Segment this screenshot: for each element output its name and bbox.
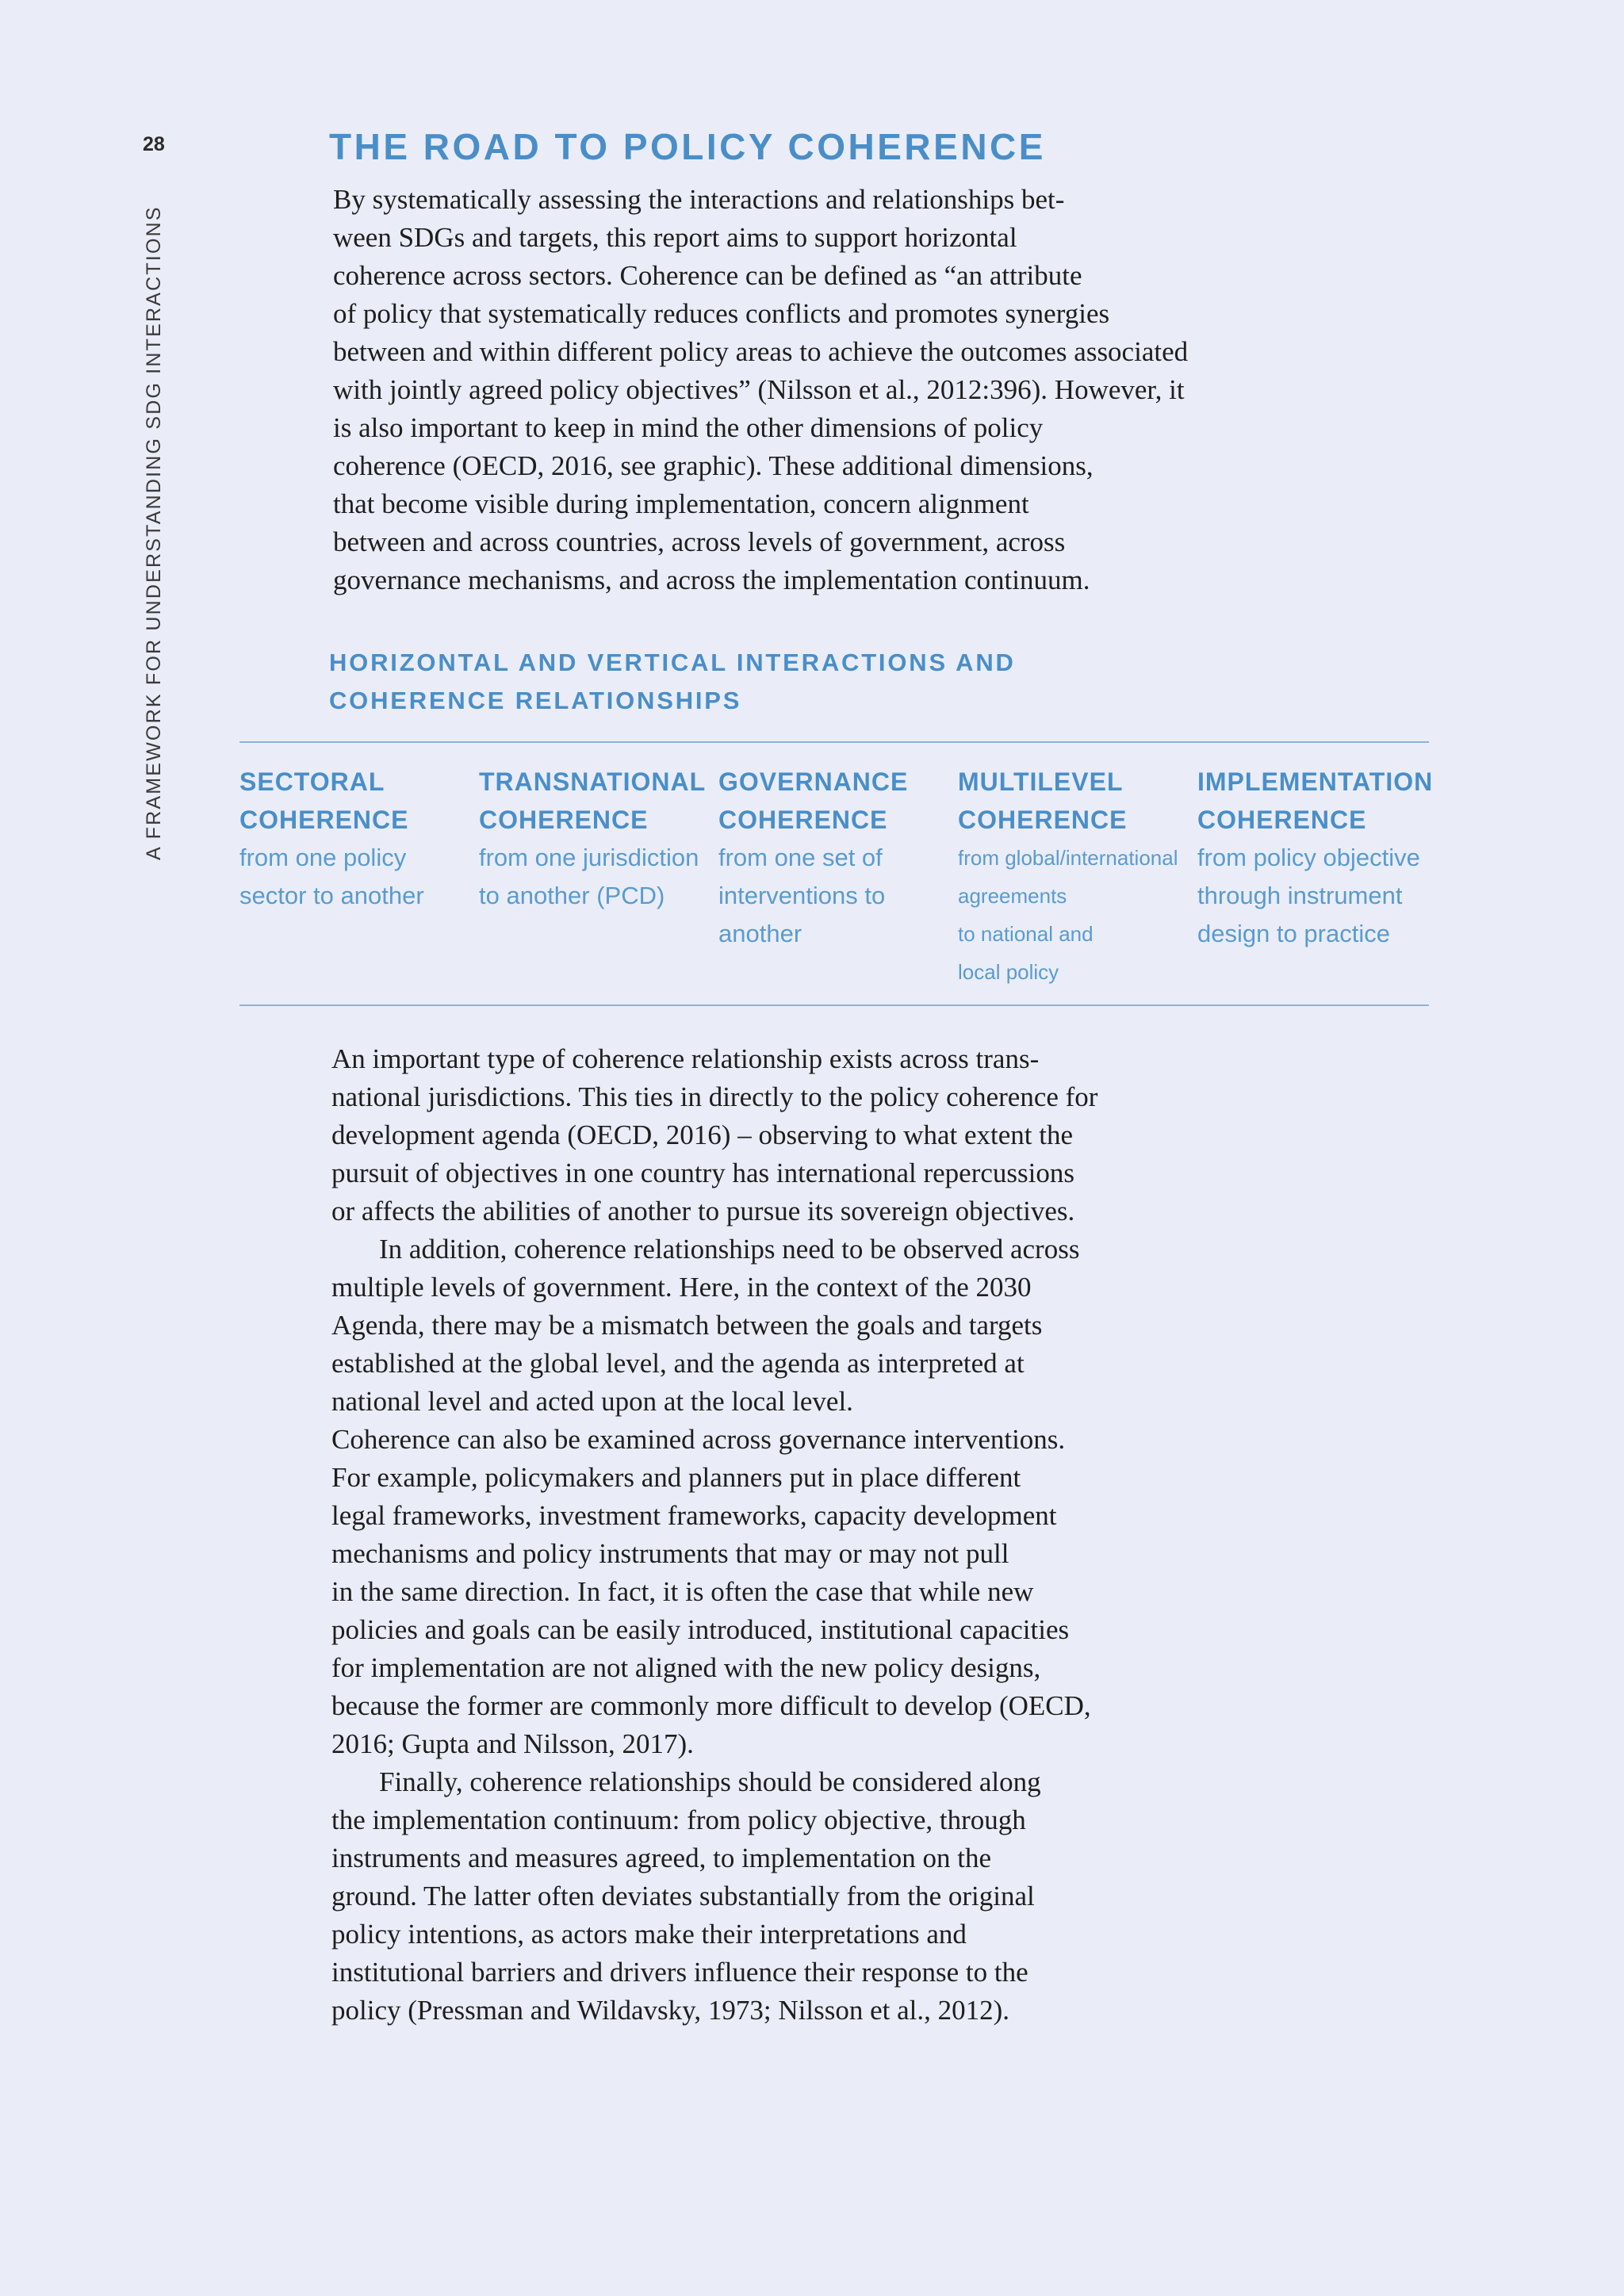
dimension-title bbox=[239, 763, 479, 839]
body-line: or affects the abilities of another to pursue its sovereign objectives. bbox=[331, 1196, 1075, 1226]
divider-bottom bbox=[239, 1004, 1429, 1006]
dimension-sectoral bbox=[239, 763, 479, 991]
dimension-title bbox=[718, 763, 958, 839]
dimension-description bbox=[239, 839, 479, 915]
intro-line: that become visible during implementation, concern alignment bbox=[333, 488, 1029, 519]
dimension-desc-line: from global/international bbox=[958, 846, 1178, 870]
dimension-implementation bbox=[1197, 763, 1437, 991]
dimension-title-line: TRANSNATIONAL bbox=[479, 767, 707, 796]
dimension-desc-line: local policy bbox=[958, 960, 1059, 984]
dimension-transnational bbox=[479, 763, 718, 991]
dimension-desc-line: agreements bbox=[958, 884, 1067, 908]
dimension-title-line: COHERENCE bbox=[718, 806, 888, 834]
dimension-desc-line: from policy objective bbox=[1197, 844, 1420, 871]
dimension-governance bbox=[718, 763, 958, 991]
page-title: THE ROAD TO POLICY COHERENCE bbox=[329, 126, 1046, 167]
body-line: An important type of coherence relationship exists across trans- bbox=[331, 1043, 1040, 1074]
body-line: national jurisdictions. This ties in directly to the policy coherence for bbox=[331, 1081, 1098, 1112]
graphic-heading-line: HORIZONTAL AND VERTICAL INTERACTIONS AND bbox=[329, 649, 1016, 676]
dimension-description bbox=[958, 839, 1197, 991]
dimension-desc-line: interventions to bbox=[718, 882, 886, 909]
dimension-desc-line: sector to another bbox=[239, 882, 424, 909]
body-line: for implementation are not aligned with the new policy designs, bbox=[331, 1652, 1041, 1683]
body-line: 2016; Gupta and Nilsson, 2017). bbox=[331, 1728, 694, 1759]
intro-line: ween SDGs and targets, this report aims to support horizontal bbox=[333, 222, 1017, 253]
body-line: the implementation continuum: from policy objective, through bbox=[331, 1804, 1026, 1835]
graphic-heading-line: COHERENCE RELATIONSHIPS bbox=[329, 687, 742, 714]
intro-line: of policy that systematically reduces conflicts and promotes synergies bbox=[333, 298, 1110, 329]
dimension-title-line: GOVERNANCE bbox=[718, 767, 909, 796]
dimension-multilevel bbox=[958, 763, 1197, 991]
graphic-heading bbox=[329, 644, 1016, 720]
body-line: established at the global level, and the agenda as interpreted at bbox=[331, 1348, 1025, 1379]
main-text bbox=[331, 1040, 1228, 2030]
body-line: national level and acted upon at the local level. bbox=[331, 1386, 853, 1417]
dimension-desc-line: from one set of bbox=[718, 844, 883, 871]
body-line: in the same direction. In fact, it is often the case that while new bbox=[331, 1576, 1034, 1607]
body-line: policies and goals can be easily introduced, institutional capacities bbox=[331, 1614, 1070, 1645]
body-line: legal frameworks, investment frameworks, capacity development bbox=[331, 1500, 1057, 1531]
dimension-title bbox=[958, 763, 1197, 839]
body-line: policy (Pressman and Wildavsky, 1973; Nilsson et al., 2012). bbox=[331, 1995, 1010, 2026]
body-line: Agenda, there may be a mismatch between the goals and targets bbox=[331, 1310, 1043, 1341]
body-line: multiple levels of government. Here, in the context of the 2030 bbox=[331, 1272, 1032, 1303]
body-line: instruments and measures agreed, to implementation on the bbox=[331, 1843, 992, 1873]
coherence-dimensions bbox=[239, 763, 1437, 991]
dimension-title bbox=[479, 763, 718, 839]
body-line: ground. The latter often deviates substantially from the original bbox=[331, 1881, 1035, 1911]
dimension-title-line: COHERENCE bbox=[479, 806, 649, 834]
intro-line: with jointly agreed policy objectives” (Nilsson et al., 2012:396). However, it bbox=[333, 374, 1185, 405]
dimension-desc-line: from one policy bbox=[239, 844, 407, 871]
intro-line: between and within different policy areas to achieve the outcomes associated bbox=[333, 336, 1189, 367]
dimension-title-line: IMPLEMENTATION bbox=[1197, 767, 1434, 796]
intro-line: between and across countries, across levels of government, across bbox=[333, 526, 1066, 557]
intro-line: coherence (OECD, 2016, see graphic). These additional dimensions, bbox=[333, 450, 1094, 481]
running-head: A FRAMEWORK FOR UNDERSTANDING SDG INTERACTIONS bbox=[143, 205, 165, 860]
dimension-desc-line: from one jurisdiction bbox=[479, 844, 699, 871]
intro-line: coherence across sectors. Coherence can be defined as “an attribute bbox=[333, 260, 1082, 291]
divider-top bbox=[239, 741, 1429, 743]
intro-line: By systematically assessing the interactions and relationships bet- bbox=[333, 184, 1065, 215]
dimension-title-line: COHERENCE bbox=[958, 806, 1128, 834]
dimension-title bbox=[1197, 763, 1437, 839]
intro-line: governance mechanisms, and across the implementation continuum. bbox=[333, 564, 1090, 595]
dimension-title-line: COHERENCE bbox=[239, 806, 409, 834]
body-line: institutional barriers and drivers influence their response to the bbox=[331, 1957, 1028, 1988]
intro-line: is also important to keep in mind the other dimensions of policy bbox=[333, 412, 1044, 443]
dimension-description bbox=[479, 839, 718, 915]
intro-paragraph bbox=[333, 181, 1205, 599]
body-line: Coherence can also be examined across governance interventions. bbox=[331, 1424, 1066, 1455]
dimension-desc-line: another bbox=[718, 920, 802, 947]
dimension-desc-line: through instrument bbox=[1197, 882, 1403, 909]
dimension-desc-line: design to practice bbox=[1197, 920, 1390, 947]
dimension-desc-line: to national and bbox=[958, 922, 1094, 946]
dimension-description bbox=[718, 839, 958, 953]
dimension-title-line: SECTORAL bbox=[239, 767, 385, 796]
body-line: For example, policymakers and planners put in place different bbox=[331, 1462, 1021, 1493]
body-line: pursuit of objectives in one country has international repercussions bbox=[331, 1158, 1074, 1188]
body-line: development agenda (OECD, 2016) – observing to what extent the bbox=[331, 1119, 1074, 1150]
body-line: because the former are commonly more difficult to develop (OECD, bbox=[331, 1690, 1091, 1721]
body-line: policy intentions, as actors make their interpretations and bbox=[331, 1919, 967, 1950]
body-line: mechanisms and policy instruments that may or may not pull bbox=[331, 1538, 1009, 1569]
body-line: Finally, coherence relationships should be considered along bbox=[379, 1766, 1041, 1797]
dimension-title-line: MULTILEVEL bbox=[958, 767, 1124, 796]
dimension-desc-line: to another (PCD) bbox=[479, 882, 665, 909]
dimension-description bbox=[1197, 839, 1437, 953]
dimension-title-line: COHERENCE bbox=[1197, 806, 1367, 834]
body-line: In addition, coherence relationships need to be observed across bbox=[379, 1234, 1080, 1265]
page-number: 28 bbox=[143, 133, 165, 155]
